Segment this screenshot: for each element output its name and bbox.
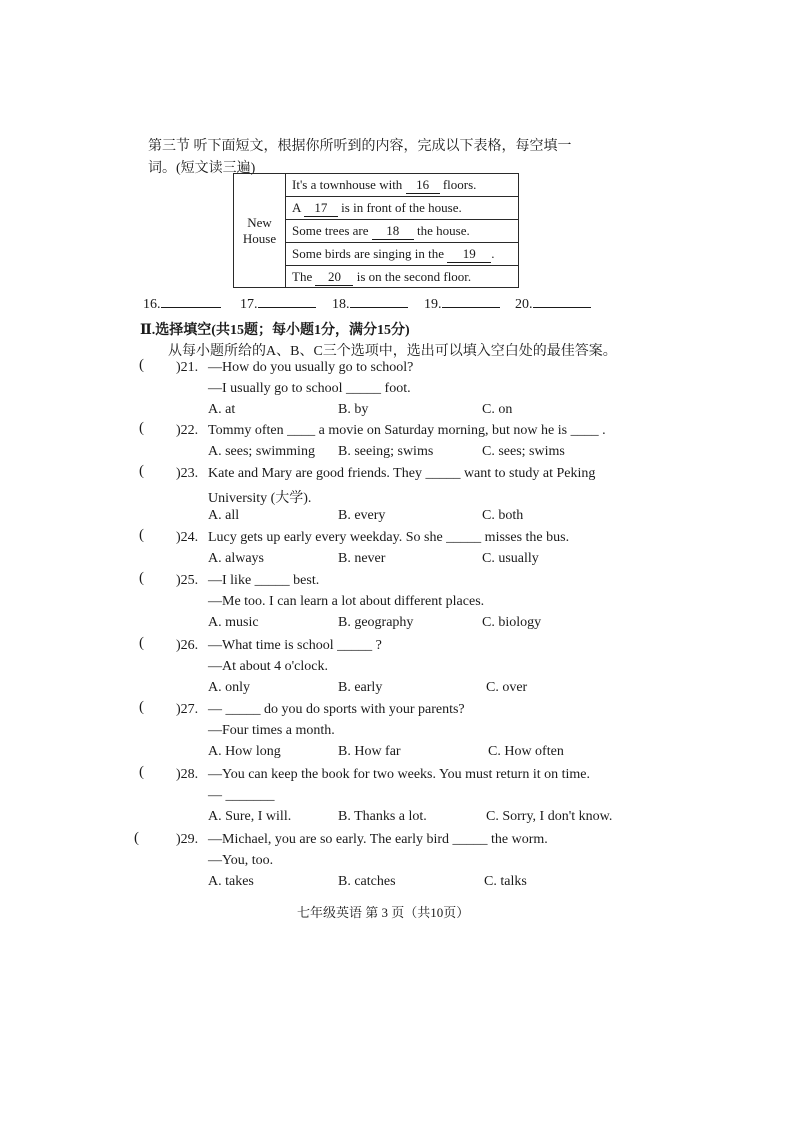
question-number: )29. (176, 832, 199, 847)
question-line: Lucy gets up early every weekday. So she _____ misses the bus. (208, 530, 570, 545)
option-a[interactable]: A. sees; swimming (208, 444, 315, 459)
question-line: —Me too. I can learn a lot about different places. (208, 594, 485, 609)
option-c[interactable]: C. Sorry, I don't know. (486, 809, 613, 824)
question-line: — _______ (208, 788, 275, 803)
answer-blank: 18 (372, 223, 414, 240)
question-line: —I usually go to school _____ foot. (208, 381, 411, 396)
question-number: )27. (176, 702, 199, 717)
question-line: Kate and Mary are good friends. They _____ want to study at Peking (208, 466, 596, 481)
question-line: —Michael, you are so early. The early bird _____ the worm. (208, 832, 548, 847)
option-c[interactable]: C. talks (484, 874, 527, 889)
table-row: The 20 is on the second floor. (292, 269, 472, 284)
answer-paren[interactable]: ( (139, 635, 144, 651)
option-a[interactable]: A. takes (208, 874, 254, 889)
question-line: —What time is school _____ ? (208, 638, 382, 653)
question-number: )23. (176, 466, 199, 481)
question-number: )24. (176, 530, 199, 545)
option-b[interactable]: B. How far (338, 744, 401, 759)
answer-line-18: 18. (332, 297, 408, 313)
question-line: Tommy often ____ a movie on Saturday morning, but now he is ____ . (208, 423, 606, 438)
answer-blank: 17 (304, 200, 338, 217)
option-c[interactable]: C. over (486, 680, 528, 695)
section3-instruction-line2: 词。(短文读三遍) (148, 161, 256, 176)
question-line: — _____ do you do sports with your parents? (208, 702, 465, 717)
table-left-label: New House (234, 174, 286, 287)
answer-paren[interactable]: ( (139, 420, 144, 436)
option-a[interactable]: A. always (208, 551, 264, 566)
section3-instruction-line1: 第三节 听下面短文，根据你所听到的内容，完成以下表格，每空填一 (148, 139, 572, 154)
question-line: —I like _____ best. (208, 573, 320, 588)
option-a[interactable]: A. at (208, 402, 236, 417)
option-a[interactable]: A. Sure, I will. (208, 809, 292, 824)
answer-blank: 16 (406, 177, 440, 194)
part2-instruction: 从每小题所给的A、B、C三个选项中，选出可以填入空白处的最佳答案。 (168, 344, 617, 359)
answer-paren[interactable]: ( (134, 830, 139, 846)
answer-paren[interactable]: ( (139, 570, 144, 586)
table-row: A 17 is in front of the house. (286, 197, 518, 220)
question-number: )28. (176, 767, 199, 782)
option-b[interactable]: B. never (338, 551, 386, 566)
question-number: )21. (176, 360, 199, 375)
option-b[interactable]: B. every (338, 508, 386, 523)
answer-paren[interactable]: ( (139, 764, 144, 780)
option-a[interactable]: A. only (208, 680, 250, 695)
option-c[interactable]: C. on (482, 402, 513, 417)
option-a[interactable]: A. all (208, 508, 240, 523)
option-b[interactable]: B. seeing; swims (338, 444, 434, 459)
question-number: )25. (176, 573, 199, 588)
option-b[interactable]: B. early (338, 680, 383, 695)
option-b[interactable]: B. catches (338, 874, 396, 889)
answer-paren[interactable]: ( (139, 699, 144, 715)
answer-paren[interactable]: ( (139, 357, 144, 373)
question-line: —At about 4 o'clock. (208, 659, 328, 674)
table-row: Some trees are 18 the house. (286, 220, 518, 243)
question-line: —You can keep the book for two weeks. You must return it on time. (208, 767, 590, 782)
answer-line-16: 16. (143, 297, 221, 313)
question-line: —You, too. (208, 853, 274, 868)
option-b[interactable]: B. by (338, 402, 369, 417)
part2-title: Ⅱ.选择填空(共15题；每小题1分，满分15分) (140, 323, 410, 338)
question-line: University (大学). (208, 491, 312, 506)
option-a[interactable]: A. music (208, 615, 259, 630)
option-c[interactable]: C. usually (482, 551, 539, 566)
option-c[interactable]: C. biology (482, 615, 542, 630)
option-b[interactable]: B. geography (338, 615, 414, 630)
new-house-table (233, 173, 519, 288)
table-row: It's a townhouse with 16 floors. (286, 174, 518, 197)
question-line: —How do you usually go to school? (208, 360, 414, 375)
option-b[interactable]: B. Thanks a lot. (338, 809, 427, 824)
answer-paren[interactable]: ( (139, 527, 144, 543)
answer-paren[interactable]: ( (139, 463, 144, 479)
option-c[interactable]: C. both (482, 508, 524, 523)
question-number: )22. (176, 423, 199, 438)
option-c[interactable]: C. How often (488, 744, 564, 759)
question-number: )26. (176, 638, 199, 653)
answer-line-20: 20. (515, 297, 591, 313)
answer-blank: 20 (315, 269, 353, 286)
option-a[interactable]: A. How long (208, 744, 281, 759)
option-c[interactable]: C. sees; swims (482, 444, 565, 459)
answer-line-17: 17. (240, 297, 316, 313)
answer-line-19: 19. (424, 297, 500, 313)
question-line: —Four times a month. (208, 723, 335, 738)
page-footer: 七年级英语 第 3 页（共10页） (297, 905, 470, 920)
answer-blank: 19 (447, 246, 491, 263)
table-row: Some birds are singing in the 19 . (286, 243, 518, 266)
